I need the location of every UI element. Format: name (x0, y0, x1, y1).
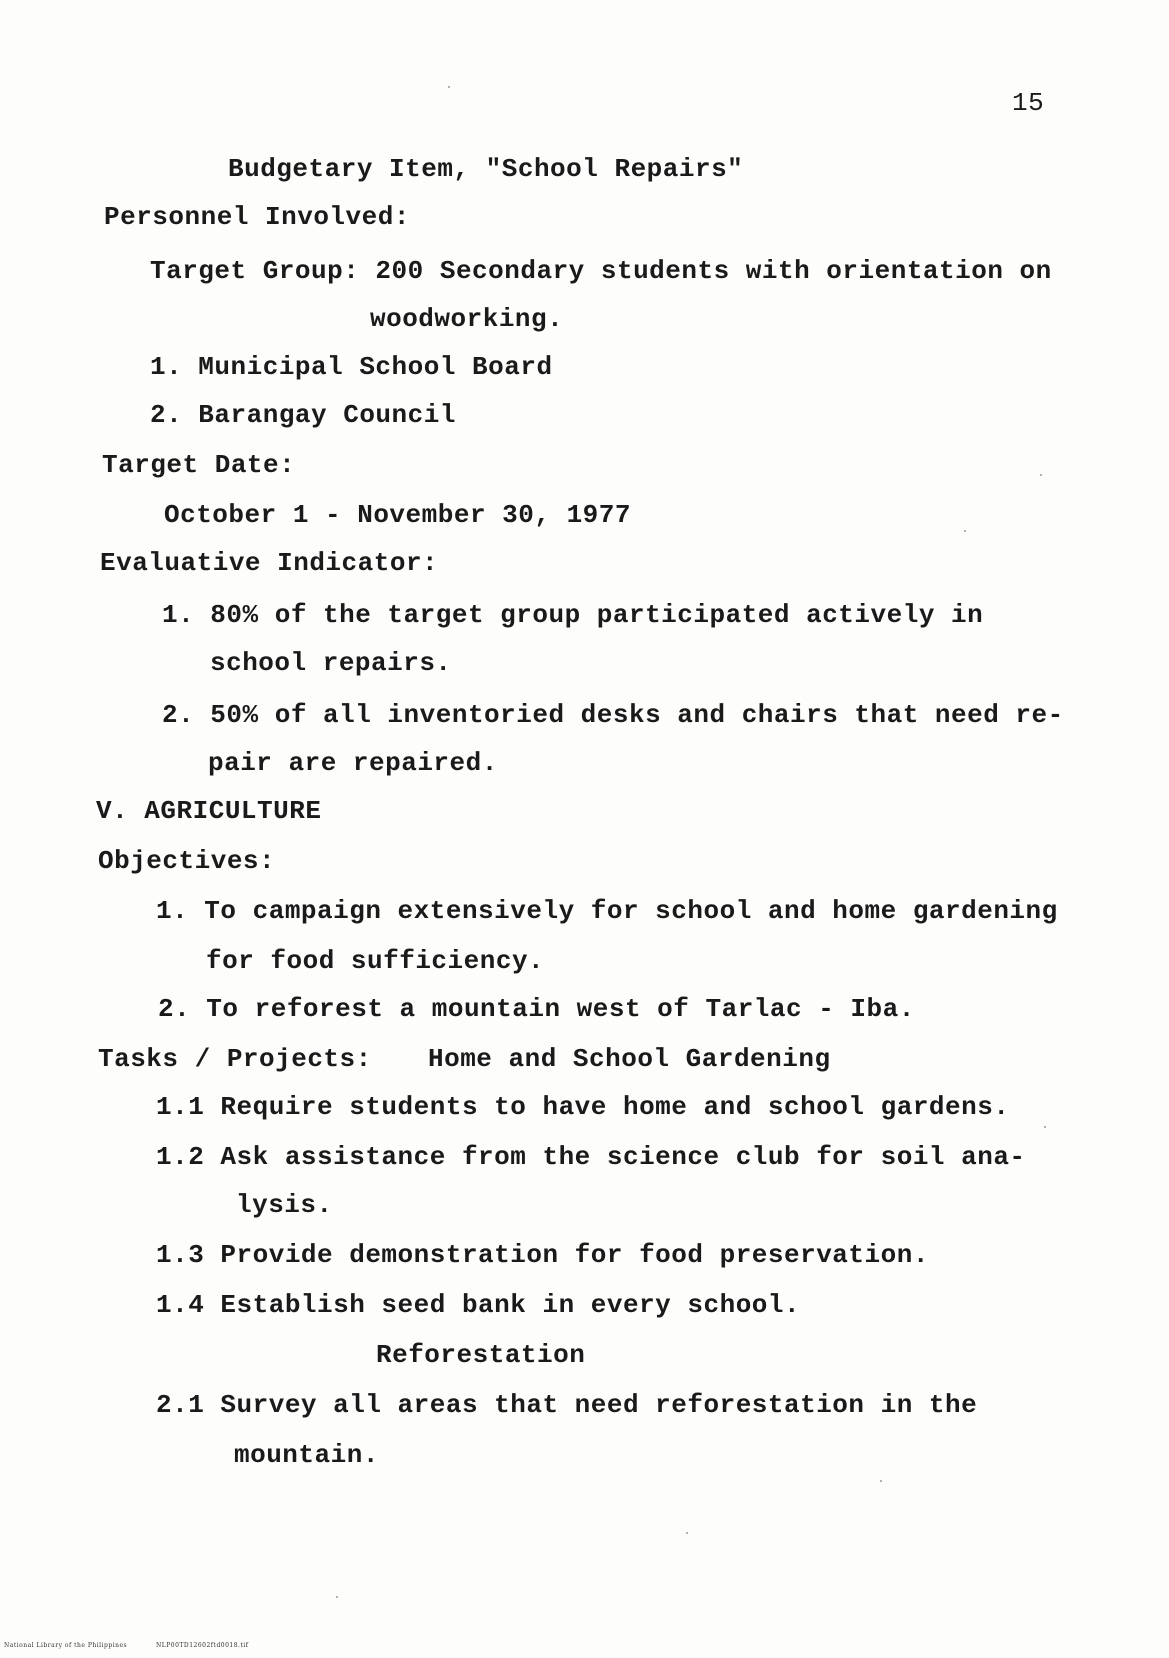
objective-2: 2. To reforest a mountain west of Tarlac - Iba. (158, 994, 915, 1024)
task-1-3: 1.3 Provide demonstration for food preservation. (156, 1240, 929, 1270)
budget-heading: Budgetary Item, "School Repairs" (228, 154, 744, 184)
section-heading: V. AGRICULTURE (96, 796, 322, 826)
footer-filename: NLP00TD12602ftd0018.tif (156, 1642, 249, 1649)
footer-library: National Library of the Philippines (4, 1642, 128, 1649)
objective-1-line2: for food sufficiency. (206, 946, 545, 976)
objectives-label: Objectives: (98, 846, 276, 876)
personnel-item-1: 1. Municipal School Board (150, 352, 553, 382)
evaluative-item1-line1: 1. 80% of the target group participated actively in (162, 600, 984, 630)
personnel-item-2: 2. Barangay Council (150, 400, 456, 430)
tasks-subheading-gardening: Home and School Gardening (428, 1044, 831, 1074)
task-1-2-line1: 1.2 Ask assistance from the science club for soil ana- (156, 1142, 1026, 1172)
target-date-value: October 1 - November 30, 1977 (164, 500, 631, 530)
tasks-subheading-reforestation: Reforestation (376, 1340, 586, 1370)
target-date-label: Target Date: (102, 450, 296, 480)
objective-1-line1: 1. To campaign extensively for school and home gardening (156, 896, 1058, 926)
evaluative-label: Evaluative Indicator: (100, 548, 439, 578)
task-1-1: 1.1 Require students to have home and school gardens. (156, 1092, 1010, 1122)
evaluative-item1-line2: school repairs. (210, 648, 452, 678)
scan-speck (686, 1532, 688, 1534)
scan-speck (1044, 1126, 1046, 1128)
personnel-label: Personnel Involved: (104, 202, 410, 232)
scan-speck (336, 1596, 338, 1598)
target-group-line1: Target Group: 200 Secondary students with orientation on (150, 256, 1052, 286)
task-1-4: 1.4 Establish seed bank in every school. (156, 1290, 801, 1320)
task-2-1-line1: 2.1 Survey all areas that need reforestation in the (156, 1390, 978, 1420)
task-1-2-line2: lysis. (236, 1190, 333, 1220)
evaluative-item2-line1: 2. 50% of all inventoried desks and chairs that need re- (162, 700, 1064, 730)
scan-speck (880, 1480, 882, 1482)
target-group-line2: woodworking. (370, 304, 564, 334)
scan-speck (1040, 474, 1042, 476)
scan-speck (964, 530, 966, 532)
scan-speck (448, 86, 450, 88)
page-number: 15 (1012, 88, 1045, 118)
tasks-label: Tasks / Projects: (98, 1044, 372, 1074)
task-2-1-line2: mountain. (234, 1440, 379, 1470)
evaluative-item2-line2: pair are repaired. (208, 748, 498, 778)
